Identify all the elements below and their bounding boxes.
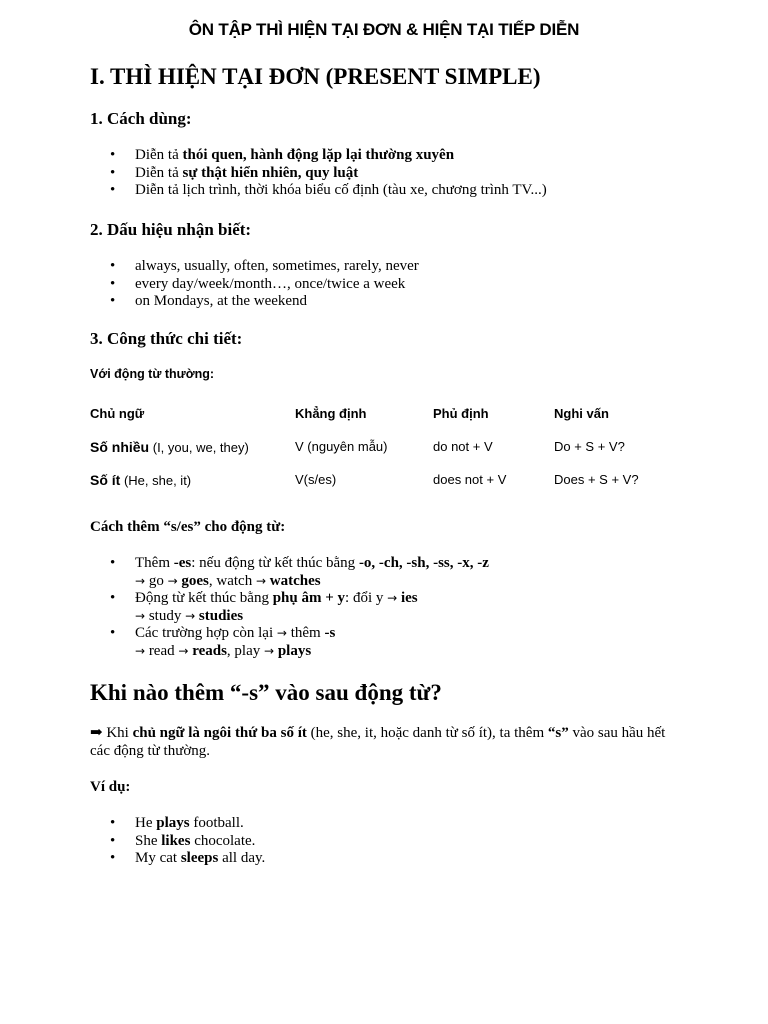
document-title: ÔN TẬP THÌ HIỆN TẠI ĐƠN & HIỆN TẠI TIẾP DIỄN	[188, 20, 580, 39]
list-item: • every day/week/month…, once/twice a week	[90, 276, 419, 294]
table-cell: V (nguyên mẫu)	[295, 439, 388, 454]
formula-sublabel: Với động từ thường:	[90, 367, 215, 381]
section-heading-add-s: Khi nào thêm “-s” vào sau động từ?	[90, 680, 442, 705]
table-header-cell: Chủ ngữ	[90, 406, 145, 421]
list-item: • Diễn tả sự thật hiển nhiên, quy luật	[90, 165, 547, 183]
list-item: • on Mondays, at the weekend	[90, 293, 419, 311]
list-item: • always, usually, often, sometimes, rarely, never	[90, 258, 419, 276]
table-cell: V(s/es)	[295, 472, 337, 487]
table-header-row	[90, 397, 664, 430]
formula-heading: 3. Công thức chi tiết:	[90, 329, 243, 348]
usage-heading: 1. Cách dùng:	[90, 109, 192, 128]
table-row	[90, 463, 664, 496]
arrow-icon: →	[135, 573, 146, 588]
table-cell: do not + V	[433, 439, 493, 454]
arrow-icon: →	[185, 608, 196, 623]
signals-heading: 2. Dấu hiệu nhận biết:	[90, 220, 252, 239]
add-s-heading: Cách thêm “s/es” cho động từ:	[90, 519, 286, 535]
arrow-icon: →	[255, 573, 267, 588]
arrow-icon: →	[167, 573, 178, 588]
formula-table	[90, 397, 664, 496]
list-item: • Thêm -es: nếu động từ kết thúc bằng -o, -ch, -sh, -ss, -x, -z → go → goes, watch → watches	[90, 555, 489, 590]
arrow-icon: →	[135, 643, 146, 658]
arrow-icon: →	[135, 608, 146, 623]
list-item: • She likes chocolate.	[90, 833, 265, 851]
list-item: • He plays football.	[90, 815, 265, 833]
add-s-rules-list	[90, 555, 489, 661]
list-item: • My cat sleeps all day.	[90, 850, 265, 868]
right-arrow-icon: ➡	[90, 725, 103, 741]
table-header-cell: Phủ định	[433, 406, 489, 421]
list-item: • Diễn tả thói quen, hành động lặp lại thường xuyên	[90, 147, 547, 165]
table-cell: Số nhiều (I, you, we, they)	[90, 438, 249, 455]
list-item: • Diễn tả lịch trình, thời khóa biểu cố định (tàu xe, chương trình TV...)	[90, 182, 547, 200]
arrow-icon: →	[264, 643, 275, 658]
section-heading-present-simple: I. THÌ HIỆN TẠI ĐƠN (PRESENT SIMPLE)	[90, 64, 541, 89]
table-cell: Do + S + V?	[554, 439, 625, 454]
example-label: Ví dụ:	[90, 779, 131, 795]
arrow-icon: →	[276, 626, 287, 641]
example-line: → study → studies	[135, 607, 244, 624]
arrow-icon: →	[387, 591, 398, 606]
arrow-icon: →	[178, 643, 189, 658]
examples-list	[90, 815, 265, 868]
usage-list	[90, 147, 547, 200]
table-cell: Số ít (He, she, it)	[90, 471, 192, 488]
table-cell: does not + V	[433, 472, 507, 487]
list-item: • Động từ kết thúc bằng phụ âm + y: đổi y → ies → study → studies	[90, 590, 489, 625]
add-s-explanation: ➡ Khi chủ ngữ là ngôi thứ ba số ít (he, she, it, hoặc danh từ số ít), ta thêm “s” vào sau hầu hết các động từ thường.	[90, 725, 666, 759]
list-item: • Các trường hợp còn lại → thêm -s → read → reads, play → plays	[90, 625, 489, 660]
example-line: → read → reads, play → plays	[135, 642, 312, 659]
table-header-cell: Khẳng định	[295, 406, 367, 421]
table-cell: Does + S + V?	[554, 472, 639, 487]
example-line: → go → goes, watch → watches	[135, 572, 321, 589]
table-header-cell: Nghi vấn	[554, 406, 609, 421]
table-row	[90, 430, 664, 463]
signals-list	[90, 258, 419, 311]
